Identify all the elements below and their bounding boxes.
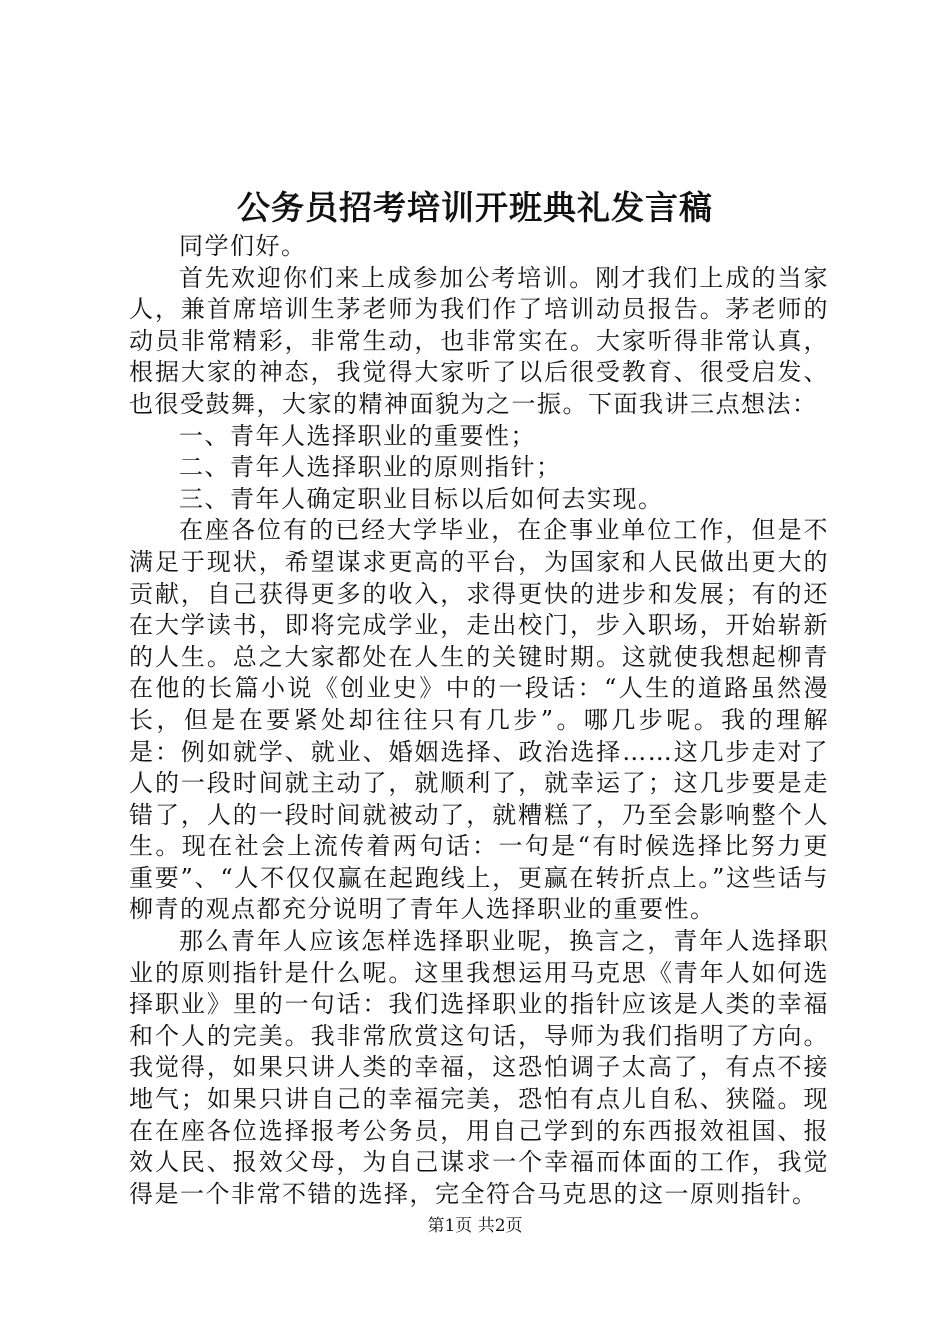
paragraph-principle: 那么青年人应该怎样选择职业呢，换言之，青年人选择职业的原则指针是什么呢。这里我想运用马克思《青年人如何选择职业》里的一句话：我们选择职业的指针应该是人类的幸福和个人的完美。我非常欣赏这句话，导师为我们指明了方向。我觉得，如果只讲人类的幸福，这恐怕调子太高了，有点不接地气；如果只讲自己的幸福完美，恐怕有点儿自私、狭隘。现在在座各位选择报考公务员，用自己学到的东西报效祖国、报效人民、报效父母，为自己谋求一个幸福而体面的工作，我觉得是一个非常不错的选择，完全符合马克思的这一原则指针。: [129, 927, 829, 1208]
document-body: [129, 231, 829, 1210]
paragraph-point-1: 一、青年人选择职业的重要性；: [179, 421, 536, 450]
document-title: 公务员招考培训开班典礼发言稿: [237, 188, 713, 227]
paragraph-intro: 首先欢迎你们来上成参加公考培训。刚才我们上成的当家人，兼首席培训生茅老师为我们作了培训动员报告。茅老师的动员非常精彩，非常生动，也非常实在。大家听得非常认真，根据大家的神态，我觉得大家听了以后很受教育、很受启发、也很受鼓舞，大家的精神面貌为之一振。下面我讲三点想法：: [129, 263, 829, 418]
paragraph-greeting: 同学们好。: [179, 232, 307, 260]
paragraph-point-2: 二、青年人选择职业的原则指针；: [179, 453, 562, 482]
paragraph-point-3: 三、青年人确定职业目标以后如何去实现。: [179, 484, 664, 513]
paragraph-importance: 在座各位有的已经大学毕业，在企事业单位工作，但是不满足于现状，希望谋求更高的平台，为国家和人民做出更大的贡献，自己获得更多的收入，求得更快的进步和发展；有的还在大学读书，即将完成学业，走出校门，步入职场，开始崭新的人生。总之大家都处在人生的关键时期。这就使我想起柳青在他的长篇小说《创业史》中的一段话：“人生的道路虽然漫长，但是在要紧处却往往只有几步”。哪几步呢。我的理解是：例如就学、就业、婚姻选择、政治选择……这几步走对了人的一段时间就主动了，就顺利了，就幸运了；这几步要是走错了，人的一段时间就被动了，就糟糕了，乃至会影响整个人生。现在社会上流传着两句话：一句是“有时候选择比努力更重要”、“人不仅仅赢在起跑线上，更赢在转折点上。”这些话与柳青的观点都充分说明了青年人选择职业的重要性。: [129, 516, 829, 924]
page-number-footer: 第1页 共2页: [427, 1216, 523, 1236]
